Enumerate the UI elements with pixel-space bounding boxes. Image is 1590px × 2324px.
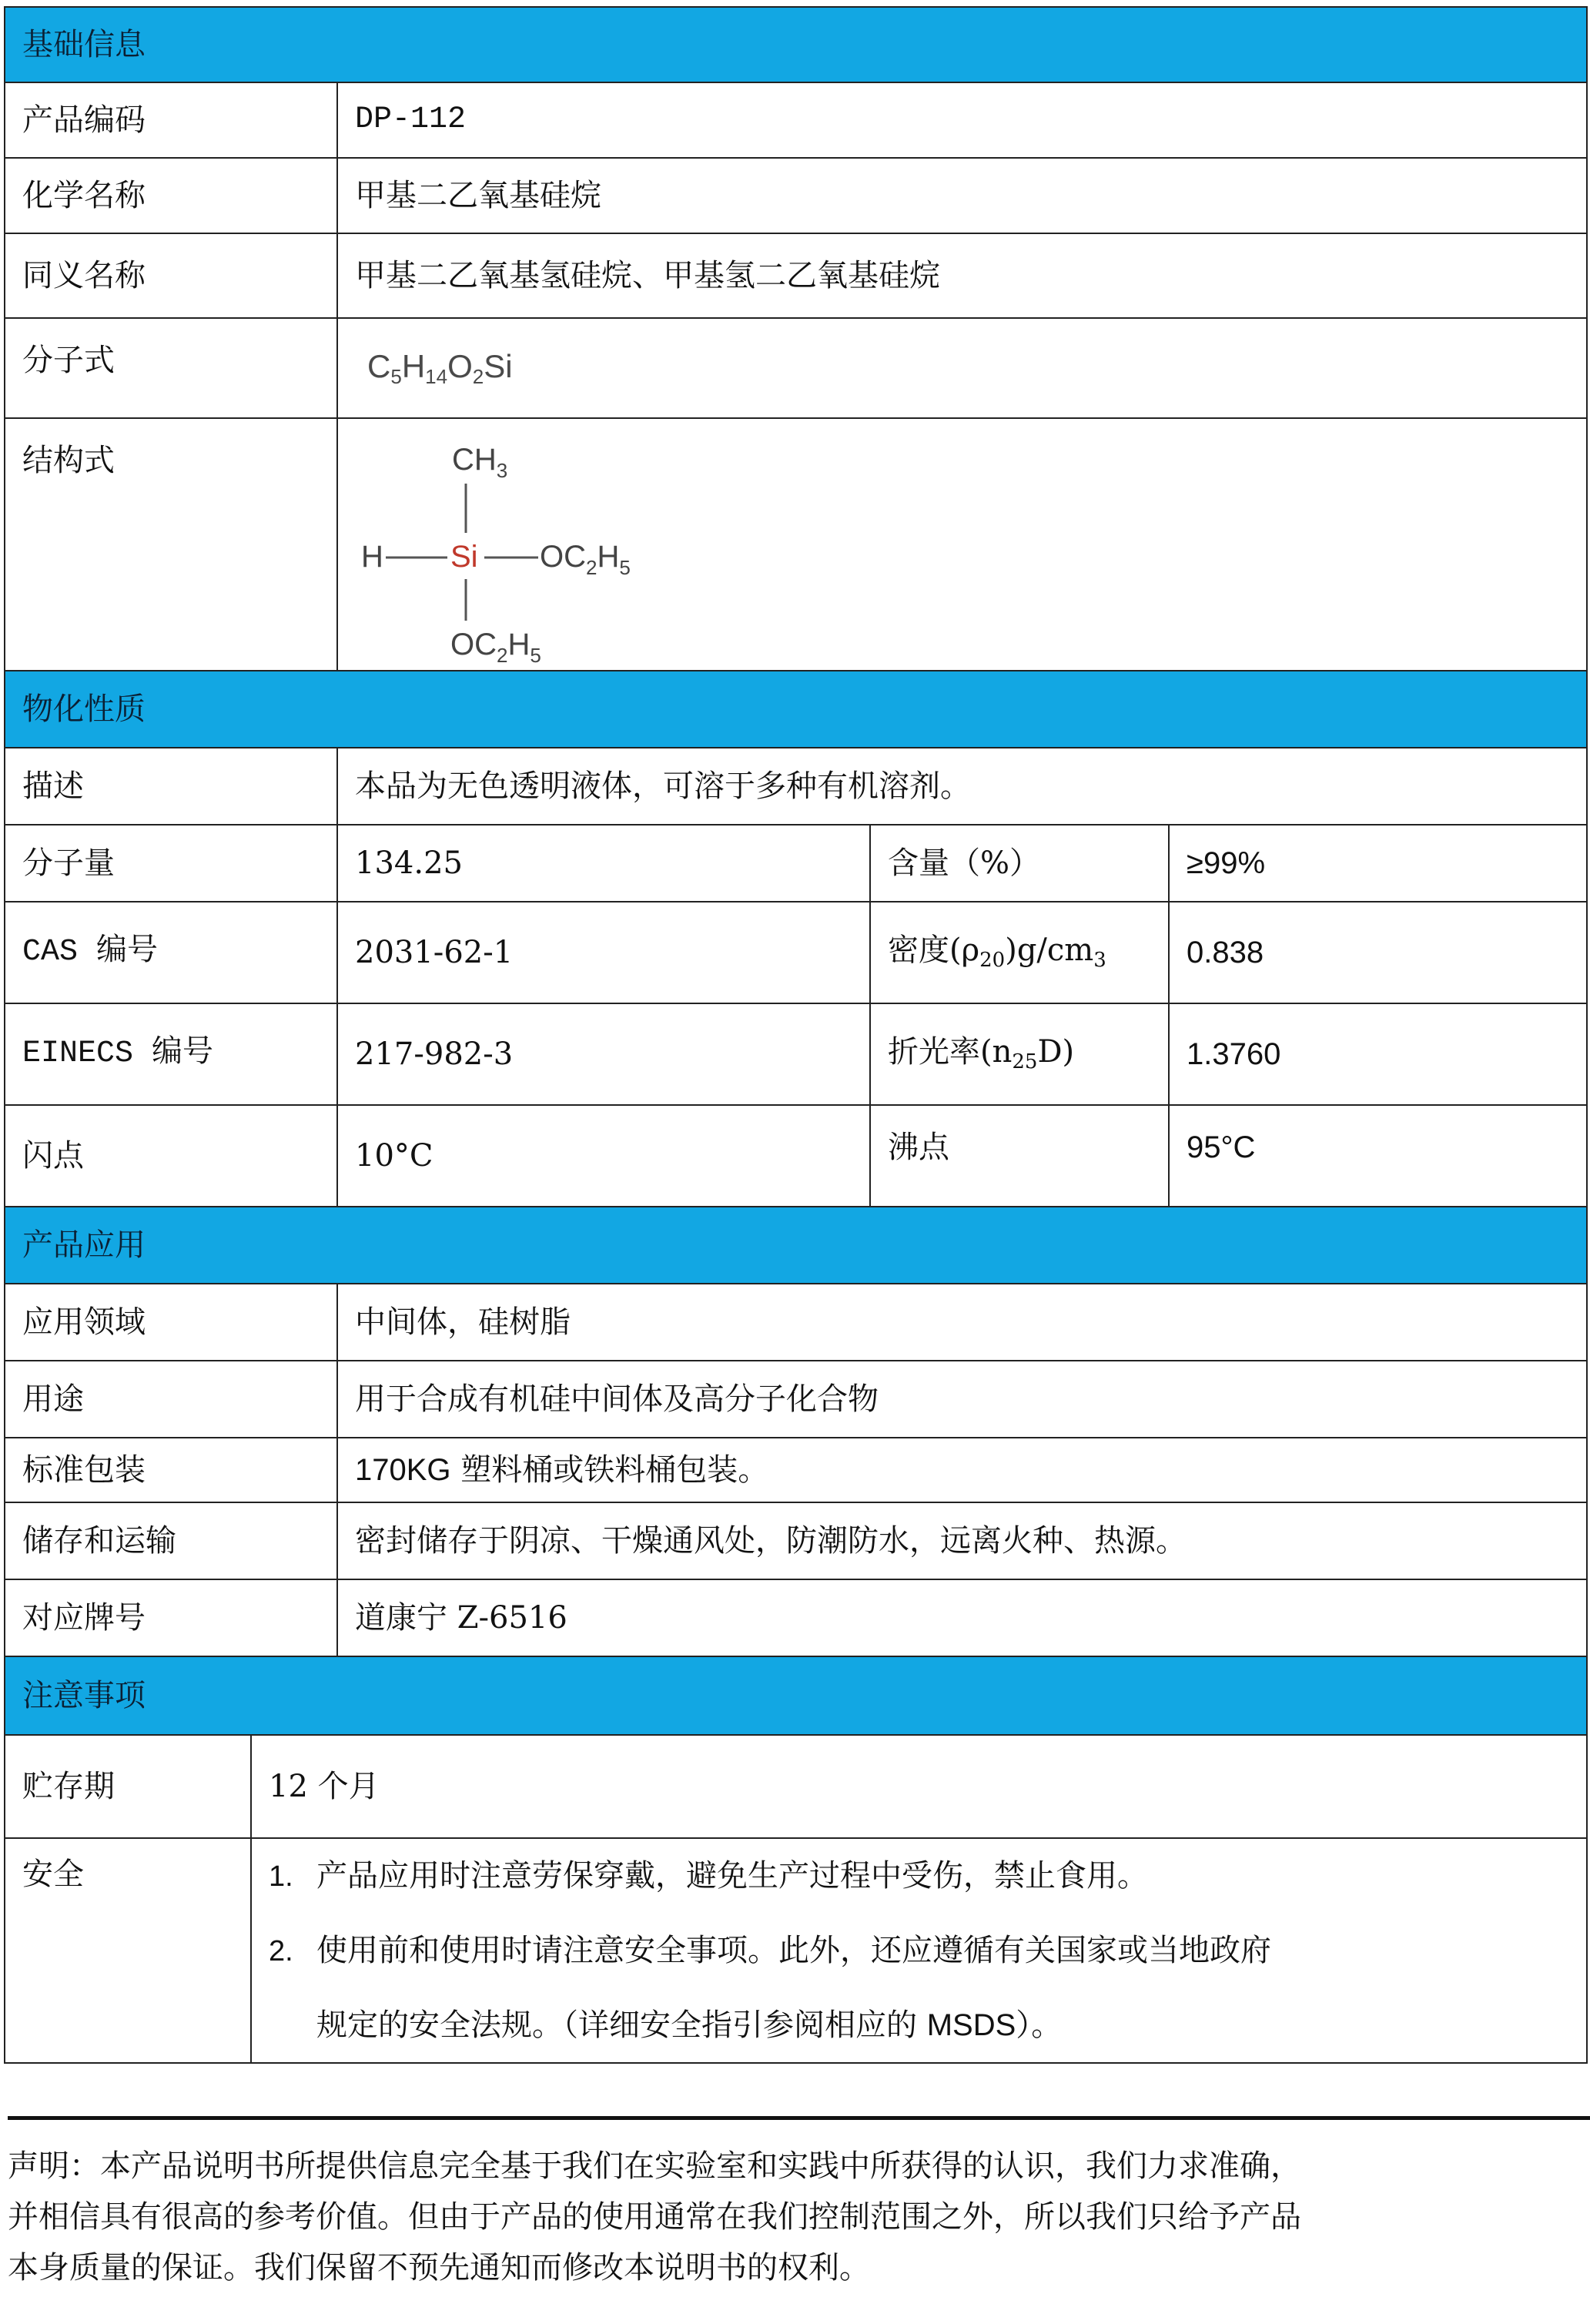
field-label: CAS 编号 — [5, 902, 337, 1003]
field-label: 产品编码 — [5, 82, 337, 158]
row-molecular-formula — [5, 318, 1587, 418]
section-basic-info — [5, 7, 1587, 82]
disclaimer — [8, 2141, 1578, 2293]
row-packaging — [5, 1438, 1587, 1502]
application-field-value: 中间体，硅树脂 — [337, 1284, 1587, 1361]
synonyms-value: 甲基二乙氧基氢硅烷、甲基氢二乙氧基硅烷 — [337, 233, 1587, 318]
field-label: 贮存期 — [5, 1735, 251, 1838]
field-label: 描述 — [5, 748, 337, 825]
field-label: 结构式 — [5, 418, 337, 671]
row-structure — [5, 418, 1587, 671]
field-label: 用途 — [5, 1361, 337, 1438]
section-application — [5, 1207, 1587, 1284]
row-description — [5, 748, 1587, 825]
field-label: 含量（%） — [870, 825, 1169, 902]
row-storage — [5, 1502, 1587, 1579]
structural-formula-diagram — [338, 419, 661, 670]
field-label: 储存和运输 — [5, 1502, 337, 1579]
refractive-index-label: 折光率$(n_{25}D)$ — [870, 1003, 1169, 1105]
spec-table — [4, 6, 1588, 1657]
row-synonyms — [5, 233, 1587, 318]
list-item-continuation: 规定的安全法规。（详细安全指引参阅相应的 MSDS）。 — [316, 2008, 1063, 2043]
list-item: 2. 使用前和使用时请注意安全事项。此外，还应遵循有关国家或当地政府 — [269, 1933, 1271, 1968]
row-shelf-life — [5, 1735, 1587, 1838]
use-value: 用于合成有机硅中间体及高分子化合物 — [337, 1361, 1587, 1438]
field-label: 化学名称 — [5, 158, 337, 233]
structure-center-atom: Si — [450, 540, 478, 574]
field-label: EINECS 编号 — [5, 1003, 337, 1105]
structure-top-group: $CH_3$ — [452, 443, 508, 482]
disclaimer-line: 声明：本产品说明书所提供信息完全基于我们在实验室和实践中所获得的认识，我们力求准确， — [8, 2148, 1301, 2184]
storage-value: 密封储存于阴凉、干燥通风处，防潮防水，远离火种、热源。 — [337, 1502, 1587, 1579]
field-label: 对应牌号 — [5, 1579, 337, 1656]
formula-image: $C_5H_{14}O_2Si$ — [367, 347, 513, 388]
field-label: 标准包装 — [5, 1438, 337, 1502]
field-label: 安全 — [5, 1838, 251, 2063]
description-value: 本品为无色透明液体，可溶于多种有机溶剂。 — [337, 748, 1587, 825]
row-application-field — [5, 1284, 1587, 1361]
field-label: 分子式 — [5, 318, 337, 418]
brand-value: 道康宁 Z-6516 — [337, 1579, 1587, 1656]
section-title: 物化性质 — [5, 671, 1587, 748]
section-title: 注意事项 — [5, 1656, 1587, 1735]
field-label: 分子量 — [5, 825, 337, 902]
row-molecular-weight — [5, 825, 1587, 902]
row-einecs — [5, 1003, 1587, 1105]
field-label: 同义名称 — [5, 233, 337, 318]
disclaimer-line: 本身质量的保证。我们保留不预先通知而修改本说明书的权利。 — [8, 2250, 870, 2285]
molecular-formula-value — [337, 318, 1587, 418]
section-physical-properties — [5, 671, 1587, 748]
row-chemical-name — [5, 158, 1587, 233]
field-label: 沸点 — [870, 1105, 1169, 1207]
density-value: 0.838 — [1169, 902, 1587, 1003]
footer-divider — [8, 2116, 1590, 2120]
structure-left-atom: H — [361, 540, 383, 574]
list-item: 1. 产品应用时注意劳保穿戴，避免生产过程中受伤，禁止食用。 — [269, 1858, 1148, 1894]
disclaimer-line: 并相信具有很高的参考价值。但由于产品的使用通常在我们控制范围之外，所以我们只给予产品 — [8, 2199, 1301, 2235]
section-title: 基础信息 — [5, 7, 1587, 82]
refractive-index-value: 1.3760 — [1169, 1003, 1587, 1105]
row-flash-point — [5, 1105, 1587, 1207]
row-safety — [5, 1838, 1587, 2063]
density-label: 密度$(\rho_{20})g/cm_3$ — [870, 902, 1169, 1003]
row-cas — [5, 902, 1587, 1003]
structure-diagram-cell — [337, 418, 1587, 671]
product-code-value: DP-112 — [337, 82, 1587, 158]
flash-point-value: 10°C — [337, 1105, 870, 1207]
safety-list — [251, 1838, 1587, 2063]
notes-table — [4, 1656, 1588, 2064]
einecs-value: 217-982-3 — [337, 1003, 870, 1105]
shelf-life-value: 12 个月 — [251, 1735, 1587, 1838]
field-label: 闪点 — [5, 1105, 337, 1207]
content-value: ≥99% — [1169, 825, 1587, 902]
packaging-value: 170KG 塑料桶或铁料桶包装。 — [337, 1438, 1587, 1502]
chemical-name-value: 甲基二乙氧基硅烷 — [337, 158, 1587, 233]
cas-value: 2031-62-1 — [337, 902, 870, 1003]
row-product-code — [5, 82, 1587, 158]
structure-right-group: $OC_2H_5$ — [540, 540, 631, 579]
row-use — [5, 1361, 1587, 1438]
section-title: 产品应用 — [5, 1207, 1587, 1284]
section-notes — [5, 1656, 1587, 1735]
structure-bottom-group: $OC_2H_5$ — [450, 628, 541, 667]
row-brand — [5, 1579, 1587, 1656]
boiling-point-value: 95°C — [1169, 1105, 1587, 1207]
field-label: 应用领域 — [5, 1284, 337, 1361]
molecular-weight-value: 134.25 — [337, 825, 870, 902]
product-spec-sheet — [4, 6, 1586, 2064]
